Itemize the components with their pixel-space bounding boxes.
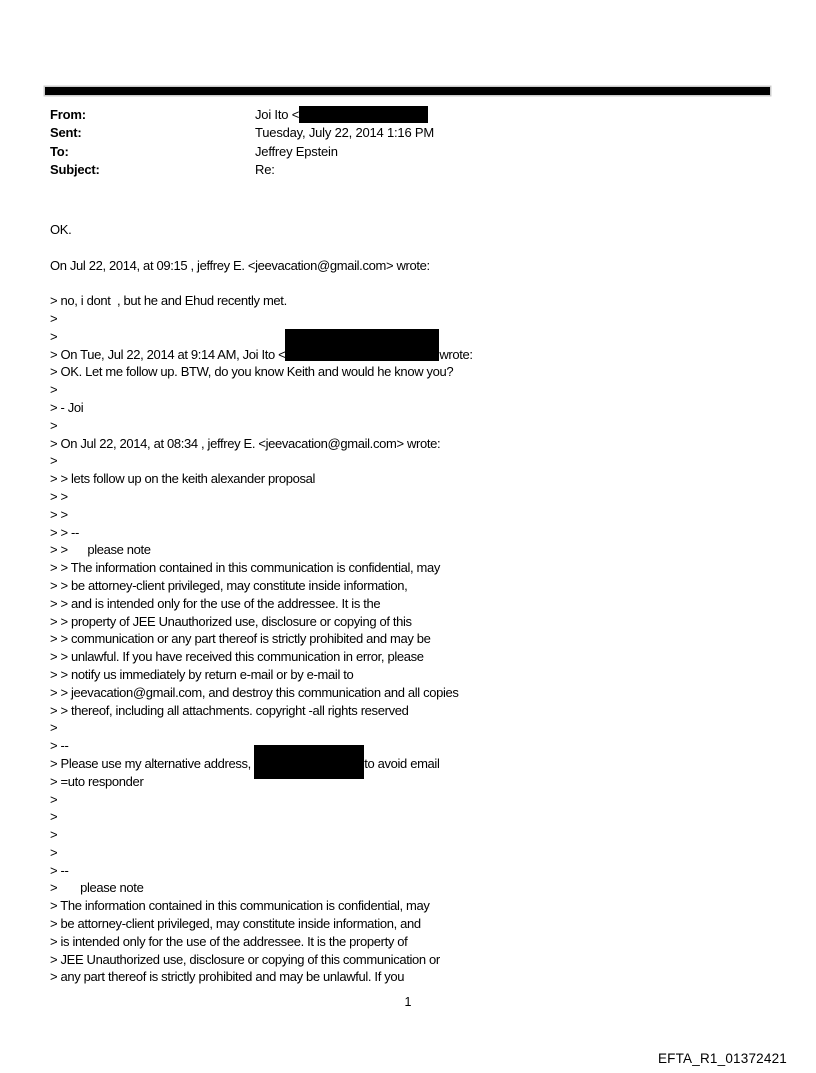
to-label: To: (50, 143, 69, 159)
email-body-line: > > unlawful. If you have received this communication in error, please (50, 649, 424, 665)
email-body-line: > > property of JEE Unauthorized use, disclosure or copying of this (50, 613, 412, 629)
email-body-line: > (50, 310, 58, 326)
email-body-line: > is intended only for the use of the addressee. It is the property of (50, 933, 408, 949)
email-body-line: OK. (50, 222, 72, 237)
email-body-line: > The information contained in this communication is confidential, may (50, 898, 430, 914)
email-body (50, 221, 473, 986)
from-label: From: (50, 107, 86, 122)
email-body-line (50, 239, 473, 257)
email-body-line (50, 274, 473, 292)
email-body-line: > On Jul 22, 2014, at 08:34 , jeffrey E. <jeevacation@gmail.com> wrote: (50, 435, 441, 451)
email-body-line: On Jul 22, 2014, at 09:15 , jeffrey E. <jeevacation@gmail.com> wrote: (50, 257, 430, 273)
top-redaction-bar (45, 87, 770, 95)
email-body-line: > (50, 417, 58, 433)
email-body-line: > > thereof, including all attachments. copyright -all rights reserved (50, 702, 409, 718)
email-body-line: > (50, 382, 58, 398)
header-row-to (50, 143, 434, 161)
email-body-line: > (50, 844, 58, 860)
email-body-line: > > communication or any part thereof is strictly prohibited and may be (50, 631, 431, 647)
email-body-line: > > and is intended only for the use of the addressee. It is the (50, 595, 381, 611)
header-row-from (50, 106, 434, 124)
email-body-line: > (50, 827, 58, 843)
email-body-line: > Please use my alternative address, to avoid email (50, 755, 440, 771)
to-value: Jeffrey Epstein (255, 143, 338, 159)
from-value (255, 107, 428, 122)
sent-value: Tuesday, July 22, 2014 1:16 PM (255, 125, 434, 141)
email-body-line: > be attorney-client privileged, may constitute inside information, and (50, 916, 421, 932)
email-header (50, 106, 434, 179)
redaction-box (254, 758, 364, 768)
email-body-line: > On Tue, Jul 22, 2014 at 9:14 AM, Joi Ito < wrote: (50, 346, 473, 362)
from-value-text: Joi Ito < (255, 107, 300, 122)
email-body-line: > (50, 453, 58, 469)
email-body-line: > =uto responder (50, 773, 144, 789)
redaction-box (285, 349, 439, 359)
email-body-line: > > (50, 506, 68, 522)
subject-value: Re: (255, 161, 275, 177)
bates-number: EFTA_R1_01372421 (657, 1051, 787, 1066)
email-body-line: > > (50, 488, 68, 504)
email-body-line: > (50, 720, 58, 736)
sent-label: Sent: (50, 125, 82, 141)
email-body-line: > any part thereof is strictly prohibited and may be unlawful. If you (50, 969, 405, 985)
subject-label: Subject: (50, 161, 100, 177)
header-row-sent (50, 124, 434, 142)
email-body-line: > > be attorney-client privileged, may constitute inside information, (50, 577, 408, 593)
email-body-line: > > notify us immediately by return e-mail or by e-mail to (50, 666, 354, 682)
email-body-line: > please note (50, 880, 144, 896)
email-body-line: > > jeevacation@gmail.com, and destroy this communication and all copies (50, 684, 459, 700)
email-body-line: > JEE Unauthorized use, disclosure or copying of this communication or (50, 951, 440, 967)
email-body-line: > (50, 809, 58, 825)
email-body-line: > -- (50, 862, 69, 878)
email-body-line: > > -- (50, 524, 79, 540)
redaction-box-from-address (299, 109, 428, 119)
email-body-line: > > The information contained in this communication is confidential, may (50, 560, 441, 576)
email-body-line: > -- (50, 738, 69, 754)
email-body-line: > (50, 791, 58, 807)
email-body-line: > (50, 328, 58, 344)
header-row-subject (50, 161, 434, 179)
email-body-line: > > lets follow up on the keith alexander proposal (50, 471, 316, 487)
email-body-line: > - Joi (50, 399, 84, 415)
email-body-line: > no, i dont , but he and Ehud recently met. (50, 293, 287, 309)
email-body-line: > > please note (50, 542, 151, 558)
email-body-line: > OK. Let me follow up. BTW, do you know Keith and would he know you? (50, 364, 454, 380)
page-number: 1 (404, 995, 412, 1009)
